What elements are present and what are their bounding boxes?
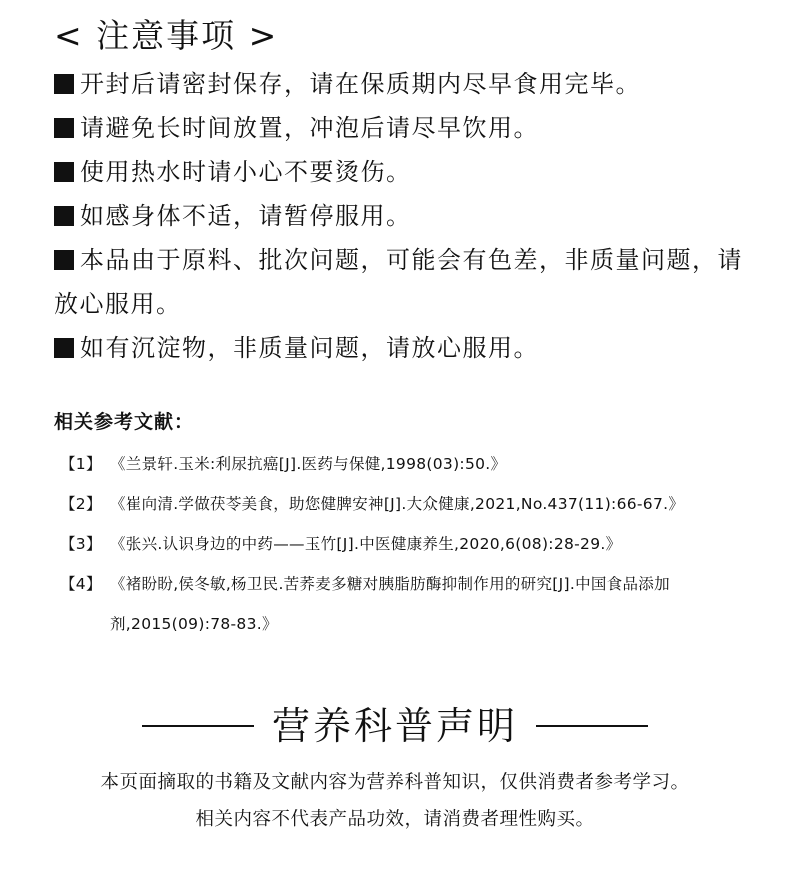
notice-item-text: 如感身体不适，请暂停服用。 [80, 202, 412, 230]
square-bullet-icon [54, 118, 74, 138]
square-bullet-icon [54, 206, 74, 226]
divider-line-left [142, 725, 254, 727]
declaration-title: 营养科普声明 [271, 704, 518, 748]
declaration-header [0, 696, 790, 756]
declaration-text-line-2: 相关内容不代表产品功效，请消费者理性购买。 [195, 809, 595, 830]
reference-number: 【4】 [60, 575, 102, 593]
reference-number: 【3】 [60, 535, 102, 553]
reference-item [60, 524, 760, 564]
reference-text: 《兰景轩.玉米:利尿抗癌[J].医药与保健,1998(03):50.》 [110, 455, 507, 473]
notice-item-text: 开封后请密封保存，请在保质期内尽早食用完毕。 [80, 70, 641, 98]
divider-line-right [536, 725, 648, 727]
notice-list [54, 62, 754, 370]
reference-text: 《崔向清.学做茯苓美食，助您健脾安神[J].大众健康,2021,No.437(11):66-67.》 [110, 495, 685, 513]
reference-number: 【2】 [60, 495, 102, 513]
reference-item [60, 564, 760, 644]
square-bullet-icon [54, 74, 74, 94]
notice-item-text: 使用热水时请小心不要烫伤。 [80, 158, 412, 186]
references-title: 相关参考文献： [54, 411, 195, 433]
notice-title: < 注意事项 > [54, 16, 279, 55]
notice-item-text: 如有沉淀物，非质量问题，请放心服用。 [80, 334, 539, 362]
references-list [60, 444, 760, 644]
notice-item [54, 326, 754, 370]
square-bullet-icon [54, 162, 74, 182]
notice-item-text: 请避免长时间放置，冲泡后请尽早饮用。 [80, 114, 539, 142]
notice-item-text: 本品由于原料、批次问题，可能会有色差，非质量问题，请放心服用。 [54, 246, 743, 318]
reference-item [60, 444, 760, 484]
declaration-text-line-1: 本页面摘取的书籍及文献内容为营养科普知识，仅供消费者参考学习。 [100, 772, 690, 793]
reference-item [60, 484, 760, 524]
square-bullet-icon [54, 338, 74, 358]
notice-item [54, 106, 754, 150]
notice-item [54, 150, 754, 194]
square-bullet-icon [54, 250, 74, 270]
notice-item [54, 194, 754, 238]
reference-text: 《褚盼盼,侯冬敏,杨卫民.苦荞麦多糖对胰脂肪酶抑制作用的研究[J].中国食品添加剂,2015(09):78-83.》 [110, 575, 670, 633]
reference-number: 【1】 [60, 455, 102, 473]
notice-item [54, 62, 754, 106]
reference-text: 《张兴.认识身边的中药——玉竹[J].中医健康养生,2020,6(08):28-29.》 [110, 535, 622, 553]
notice-item [54, 238, 754, 326]
